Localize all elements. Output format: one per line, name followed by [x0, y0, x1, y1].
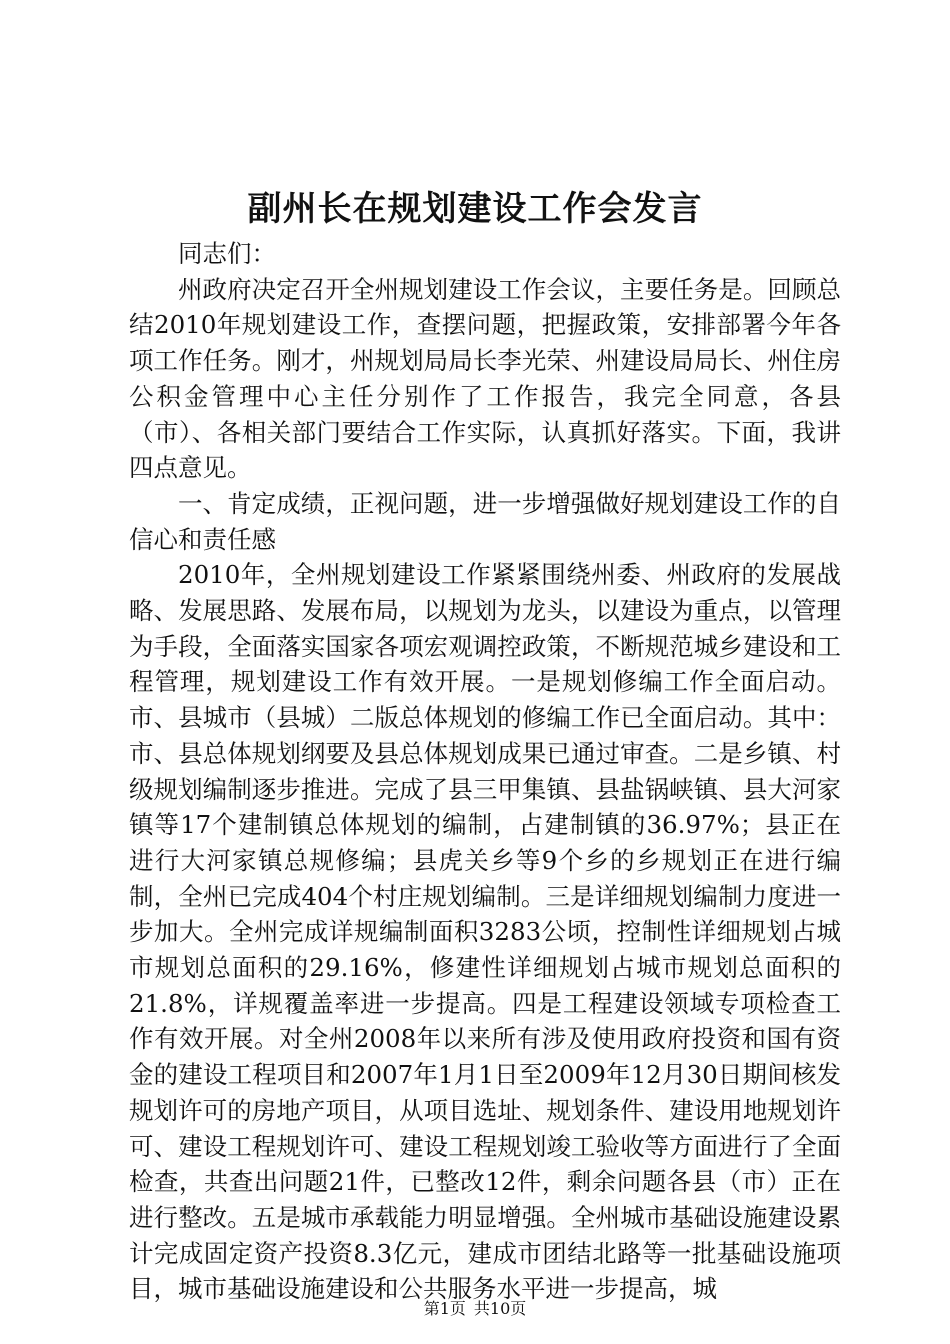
page-footer — [0, 1298, 950, 1320]
page-number: 第1页 — [423, 1299, 466, 1318]
body-paragraph: 州政府决定召开全州规划建设工作会议，主要任务是。回顾总结2010年规划建设工作，查摆问题，把握政策，安排部署今年各项工作任务。刚才，州规划局局长李光荣、州建设局局长、州住房公积金管理中心主任分别作了工作报告，我完全同意，各县（市）、各相关部门要结合工作实际，认真抓好落实。下面，我讲四点意见。 — [129, 274, 841, 483]
page-total: 共10页 — [473, 1299, 527, 1318]
document-body — [129, 236, 841, 1307]
section-heading: 一、肯定成绩，正视问题，进一步增强做好规划建设工作的自信心和责任感 — [129, 488, 841, 554]
salutation: 同志们： — [178, 239, 276, 268]
document-title: 副州长在规划建设工作会发言 — [247, 189, 703, 229]
body-paragraph: 2010年，全州规划建设工作紧紧围绕州委、州政府的发展战略、发展思路、发展布局，以规划为龙头，以建设为重点，以管理为手段，全面落实国家各项宏观调控政策，不断规范城乡建设和工程管理，规划建设工作有效开展。一是规划修编工作全面启动。市、县城市（县城）二版总体规划的修编工作已全面启动。其中：市、县总体规划纲要及县总体规划成果已通过审查。二是乡镇、村级规划编制逐步推进。完成了县三甲集镇、县盐锅峡镇、县大河家镇等17个建制镇总体规划的编制，占建制镇的36.97%；县正在进行大河家镇总规修编；县虎关乡等9个乡的乡规划正在进行编制，全州已完成404个村庄规划编制。三是详细规划编制力度进一步加大。全州完成详规编制面积3283公顷，控制性详细规划占城市规划总面积的29.16%，修建性详细规划占城市规划总面积的21.8%，详规覆盖率进一步提高。四是工程建设领域专项检查工作有效开展。对全州2008年以来所有涉及使用政府投资和国有资金的建设工程项目和2007年1月1日至2009年12月30日期间核发规划许可的房地产项目，从项目选址、规划条件、建设用地规划许可、建设工程规划许可、建设工程规划竣工验收等方面进行了全面检查，共查出问题21件，已整改12件，剩余问题各县（市）正在进行整改。五是城市承载能力明显增强。全州城市基础设施建设累计完成固定资产投资8.3亿元，建成市团结北路等一批基础设施项目，城市基础设施建设和公共服务水平进一步提高，城 — [129, 560, 841, 1304]
